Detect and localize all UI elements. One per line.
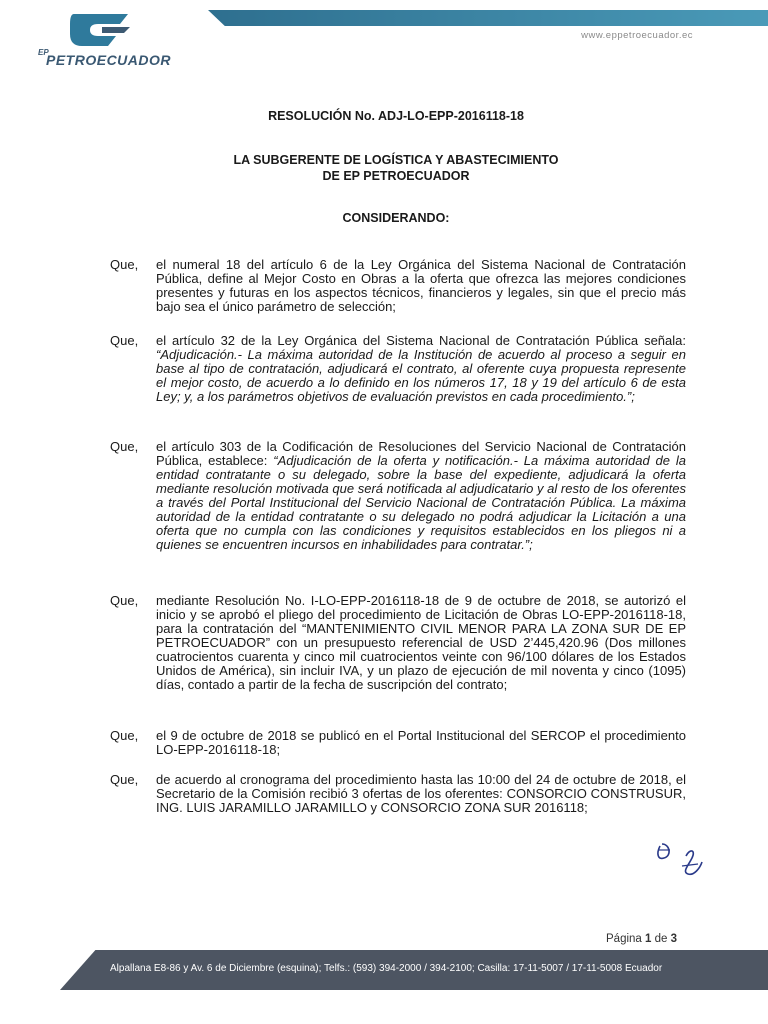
footer-address: Alpallana E8-86 y Av. 6 de Diciembre (esquina); Telfs.: (593) 394-2000 / 394-2100; Casilla: 17-11-5007 / 17-11-5008 Ecuador xyxy=(110,963,663,974)
paragraph-5 xyxy=(110,729,686,757)
paragraph-3 xyxy=(110,440,686,552)
paragraph-lead: Que, xyxy=(110,439,139,454)
paragraph-text xyxy=(156,334,686,404)
paragraph-quote: “Adjudicación.- La máxima autoridad de la Institución de acuerdo al proceso a seguir en base al tipo de contratación, adjudicará el contrato, al oferente cuya propuesta represente el mejor costo, de acuerdo a lo definido en los números 17, 18 y 19 del artículo 6 de esta Ley; y, a los parámetros objetivos de evaluación previstos en cada procedimiento.”; xyxy=(156,347,686,404)
paragraph-lead: Que, xyxy=(110,772,139,787)
page-current: 1 xyxy=(645,933,652,945)
paragraph-text: de acuerdo al cronograma del procedimiento hasta las 10:00 del 24 de octubre de 2018, el Secretario de la Comisión recibió 3 ofertas de los oferentes: CONSORCIO CONSTRUSUR, ING. LUIS JARAMILLO JARAMILLO y CONSORCIO ZONA SUR 2016118; xyxy=(156,772,686,815)
paragraph-text-normal: el artículo 32 de la Ley Orgánica del Sistema Nacional de Contratación Pública señala: xyxy=(156,333,686,348)
authority-line-1: LA SUBGERENTE DE LOGÍSTICA Y ABASTECIMIENTO xyxy=(233,153,559,167)
paragraph-text: mediante Resolución No. I-LO-EPP-2016118-18 de 9 de octubre de 2018, se autorizó el inicio y se aprobó el pliego del procedimiento de Licitación de Obras LO-EPP-2016118-18, para la contratación del “MANTENIMIENTO CIVIL MENOR PARA LA ZONA SUR DE EP PETROECUADOR” con un presupuesto referencial de USD 2’445,420.96 (Dos millones cuatrocientos cuarenta y cinco mil cuatrocientos veinte con 96/100 dólares de los Estados Unidos de América), sin incluir IVA, y un plazo de ejecución de mil noventa y cinco (1095) días, contado a partir de la fecha de suscripción del contrato; xyxy=(156,593,686,692)
paragraph-lead: Que, xyxy=(110,333,139,348)
logo-wordmark: PETROECUADOR xyxy=(46,52,172,68)
petroecuador-logo xyxy=(38,8,178,68)
website-url: www.eppetroecuador.ec xyxy=(581,30,693,41)
authority-line-2: DE EP PETROECUADOR xyxy=(322,169,470,183)
page-number xyxy=(606,933,677,945)
paragraph-quote: “Adjudicación de la oferta y notificación.- La máxima autoridad de la entidad contratante o su delegado, sobre la base del expediente, adjudicará la oferta mediante resolución motivada que será notificada al adjudicatario y al resto de los oferentes a través del Portal Institucional del Servicio Nacional de Contratación Pública. La máxima autoridad de la entidad contratante o su delegado no podrá adjudicar la Licitación a una oferta que no cumpla con las condiciones y requisitos establecidos en los pliegos ni a quienes se encuentren incursos en inhabilidades para contratar.”; xyxy=(156,453,687,552)
header-band xyxy=(208,10,768,26)
paragraph-lead: Que, xyxy=(110,728,139,743)
paragraph-lead: Que, xyxy=(110,257,139,272)
considering-heading: CONSIDERANDO: xyxy=(342,211,450,225)
paragraph-text: el numeral 18 del artículo 6 de la Ley Orgánica del Sistema Nacional de Contratación Pública, define al Mejor Costo en Obras a la oferta que ofrezca las mejores condiciones presentes y futuras en los aspectos técnicos, financieros y legales, sin que el precio más bajo sea el único parámetro de selección; xyxy=(156,257,686,314)
page-label: Página xyxy=(606,933,642,945)
page-total: 3 xyxy=(670,933,678,945)
paragraph-text-normal: el artículo 303 de la Codificación de Resoluciones del Servicio Nacional de Contratación Pública, establece: xyxy=(156,439,686,468)
paragraph-6 xyxy=(110,773,686,815)
paragraph-4 xyxy=(110,594,686,692)
page-of: de xyxy=(654,933,668,945)
resolution-number: RESOLUCIÓN No. ADJ-LO-EPP-2016118-18 xyxy=(268,109,524,123)
paragraph-2 xyxy=(110,334,686,404)
handwritten-initials xyxy=(652,838,712,883)
logo-ep-prefix: EP xyxy=(38,48,49,57)
paragraph-text xyxy=(156,440,686,552)
authority-title xyxy=(12,152,768,184)
paragraph-1 xyxy=(110,258,686,314)
paragraph-text: el 9 de octubre de 2018 se publicó en el Portal Institucional del SERCOP el procedimiento LO-EPP-2016118-18; xyxy=(156,728,686,757)
paragraph-lead: Que, xyxy=(110,593,139,608)
petroecuador-logo-icon xyxy=(68,10,136,48)
